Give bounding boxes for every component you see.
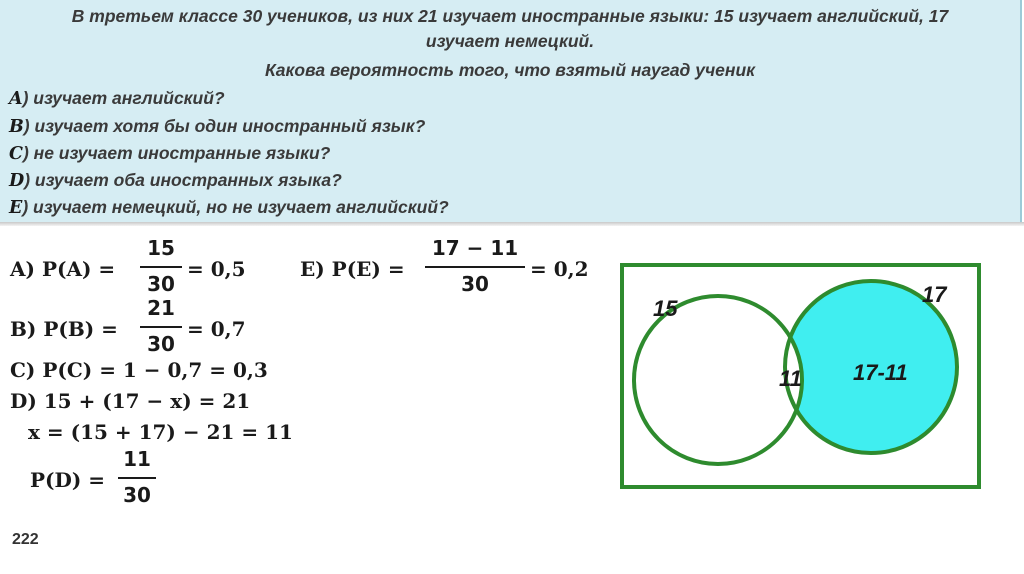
question-d (9, 168, 342, 193)
solution-e-fraction (425, 236, 525, 298)
solution-e-result: = 0,2 (530, 257, 589, 281)
solution-a-fraction (140, 236, 182, 298)
fraction-bar (140, 266, 182, 268)
label-german-only: 17-11 (853, 360, 908, 385)
solution-e-denominator: 30 (461, 272, 489, 296)
english-circle (634, 296, 802, 464)
question-a (9, 86, 225, 111)
question-a-letter: A (9, 89, 23, 109)
solution-b-numerator: 21 (147, 296, 175, 320)
question-a-text: ) изучает английский? (22, 88, 225, 108)
solution-a-result: = 0,5 (187, 257, 246, 281)
question-c (9, 141, 330, 166)
question-e-text: ) изучает немецкий, но не изучает английский? (22, 197, 449, 217)
fraction-bar (425, 266, 525, 268)
question-c-letter: C (9, 144, 23, 164)
question-d-letter: D (9, 171, 25, 191)
question-b-letter: B (9, 117, 24, 137)
label-german-count: 17 (922, 282, 947, 307)
solution-e-lead: E) P(E) = (300, 257, 405, 281)
solution-a-lead: A) P(A) = (10, 257, 116, 281)
venn-diagram (615, 258, 985, 494)
page-number: 222 (12, 531, 39, 548)
solution-b-lead: B) P(B) = (10, 317, 118, 341)
problem-line-2: изучает немецкий. (425, 31, 595, 51)
solution-a-denominator: 30 (147, 272, 175, 296)
fraction-bar (140, 326, 182, 328)
divider (0, 222, 1024, 226)
solution-a-numerator: 15 (147, 236, 175, 260)
label-intersection: 11 (779, 366, 802, 391)
solution-pd-denominator: 30 (123, 483, 151, 507)
solution-d-x: x = (15 + 17) − 21 = 11 (28, 420, 293, 444)
question-e (9, 195, 449, 220)
question-e-letter: E (9, 198, 23, 218)
solution-pd-numerator: 11 (123, 447, 151, 471)
problem-line-1: В третьем классе 30 учеников, из них 21 изучает иностранные языки: 15 изучает английский, 17 (71, 6, 949, 26)
solution-pd-lead: P(D) = (30, 468, 106, 492)
question-b (9, 114, 425, 139)
solution-e-numerator: 17 − 11 (431, 236, 519, 260)
question-b-text: ) изучает хотя бы один иностранный язык? (23, 116, 426, 136)
question-d-text: ) изучает оба иностранных языка? (24, 170, 342, 190)
solution-c: C) P(C) = 1 − 0,7 = 0,3 (10, 358, 268, 382)
solution-b-denominator: 30 (147, 332, 175, 356)
solution-b-fraction (140, 296, 182, 358)
fraction-bar (118, 477, 156, 479)
solution-d-equation: D) 15 + (17 − x) = 21 (10, 389, 251, 413)
label-english-count: 15 (653, 296, 678, 321)
solution-pd-fraction (118, 447, 156, 509)
question-c-text: ) не изучает иностранные языки? (22, 143, 331, 163)
problem-statement (0, 0, 1022, 222)
solution-b-result: = 0,7 (187, 317, 246, 341)
problem-question: Какова вероятность того, что взятый наугад ученик (264, 60, 756, 80)
